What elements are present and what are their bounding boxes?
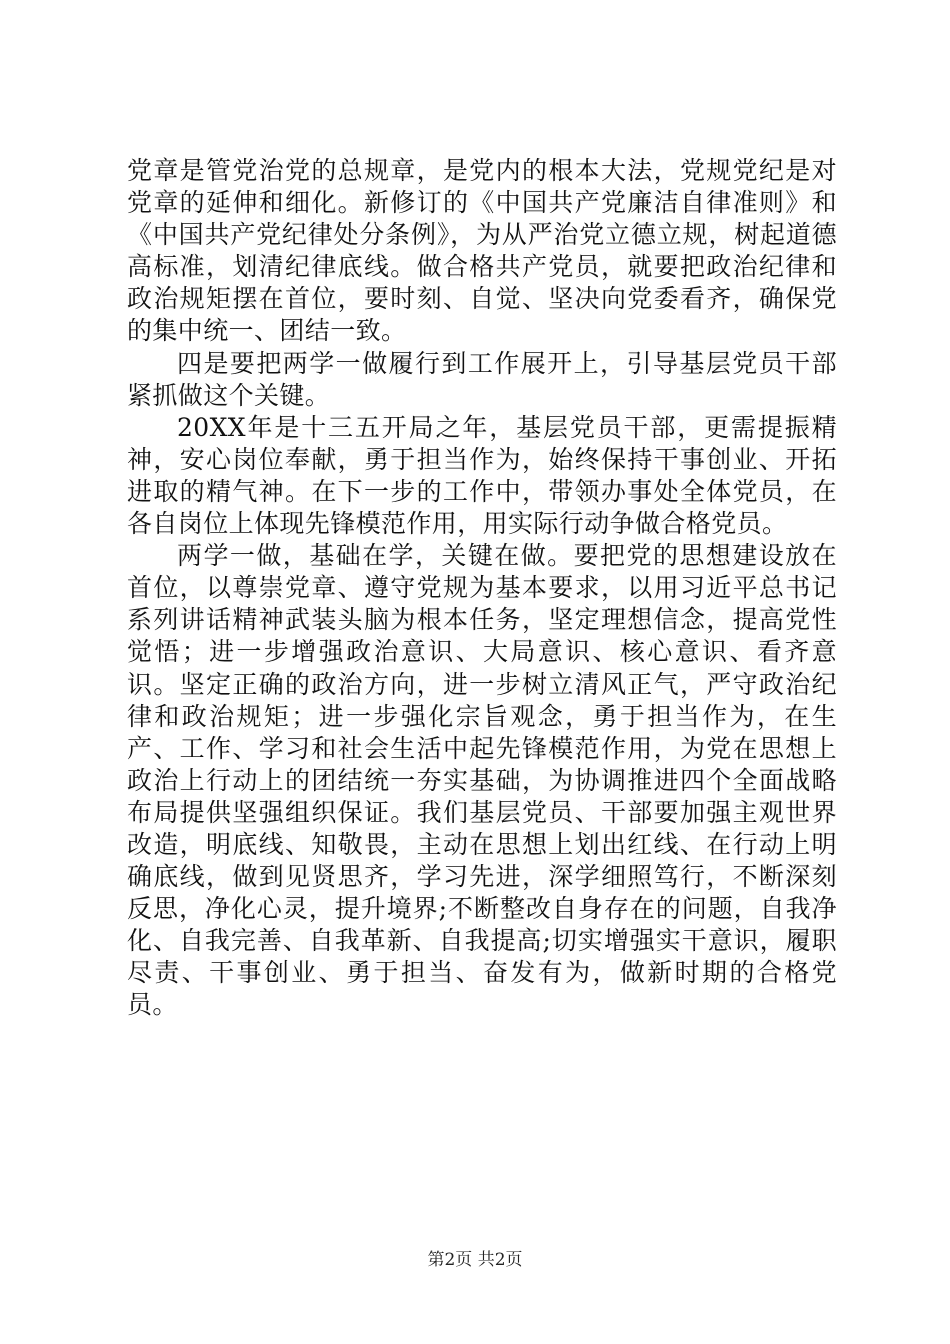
document-body [127, 155, 837, 1022]
paragraph-party-constitution: 党章是管党治党的总规章，是党内的根本大法，党规党纪是对党章的延伸和细化。新修订的《中国共产党廉洁自律准则》和《中国共产党纪律处分条例》，为从严治党立德立规，树起道德高标准，划清纪律底线。做合格共产党员，就要把政治纪律和政治规矩摆在首位，要时刻、自觉、坚决向党委看齐，确保党的集中统一、团结一致。 [127, 156, 837, 346]
paragraph-fourth-point: 四是要把两学一做履行到工作展开上，引导基层党员干部紧抓做这个关键。 [127, 348, 837, 410]
page-number-footer: 第2页 共2页 [427, 1250, 523, 1270]
paragraph-study-and-action: 两学一做，基础在学，关键在做。要把党的思想建设放在首位，以尊崇党章、遵守党规为基本要求，以用习近平总书记系列讲话精神武装头脑为根本任务，坚定理想信念，提高党性觉悟；进一步增强政治意识、大局意识、核心意识、看齐意识。坚定正确的政治方向，进一步树立清风正气，严守政治纪律和政治规矩；进一步强化宗旨观念，勇于担当作为，在生产、工作、学习和社会生活中起先锋模范作用，为党在思想上政治上行动上的团结统一夯实基础，为协调推进四个全面战略布局提供坚强组织保证。我们基层党员、干部要加强主观世界改造，明底线、知敬畏，主动在思想上划出红线、在行动上明确底线，做到见贤思齐，学习先进，深学细照笃行，不断深刻反思，净化心灵，提升境界;不断整改自身存在的问题，自我净化、自我完善、自我革新、自我提高;切实增强实干意识，履职尽责、干事创业、勇于担当、奋发有为，做新时期的合格党员。 [127, 541, 837, 1020]
paragraph-year-outlook: 20XX年是十三五开局之年，基层党员干部，更需提振精神，安心岗位奉献，勇于担当作为，始终保持干事创业、开拓进取的精气神。在下一步的工作中，带领办事处全体党员，在各自岗位上体现先锋模范作用，用实际行动争做合格党员。 [127, 412, 837, 539]
